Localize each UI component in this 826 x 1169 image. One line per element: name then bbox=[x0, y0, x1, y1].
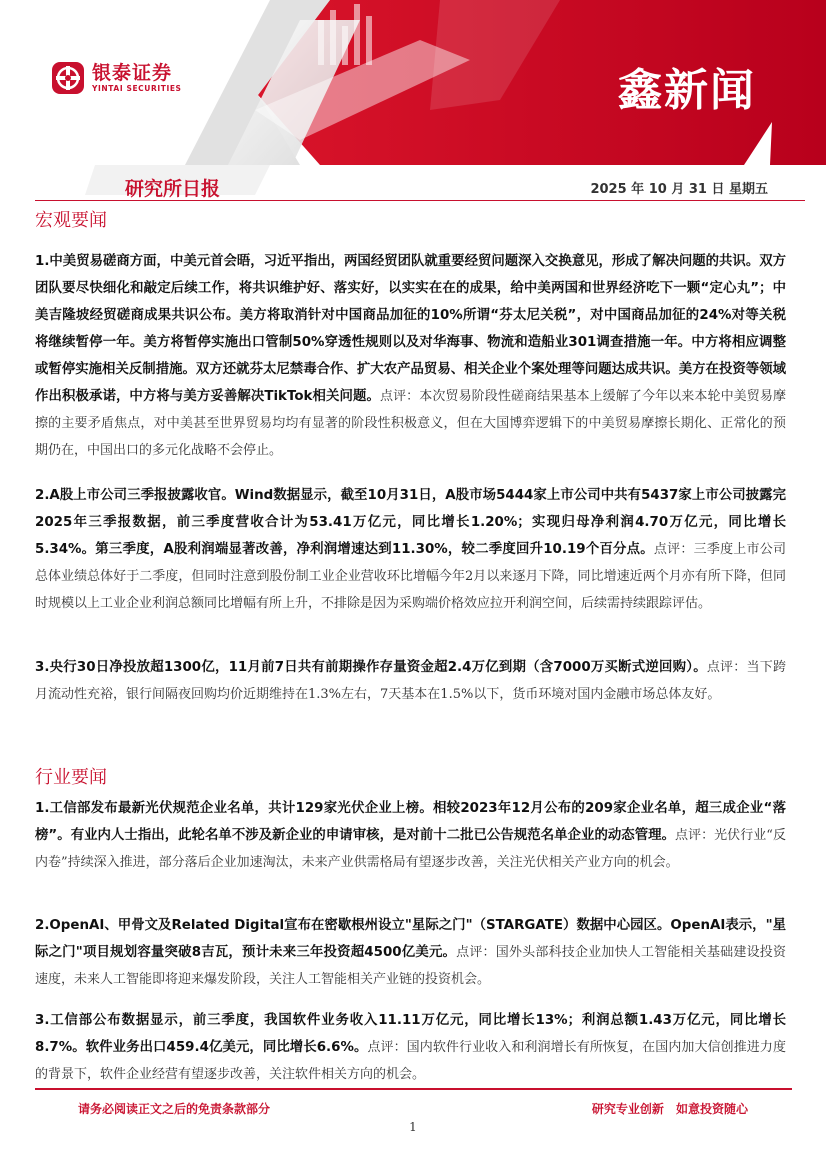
news-comment: 点评：三季度上市公司总体业绩总体好于二季度，但同时注意到股份制工业企业营收环比增幅今年2月以来逐月下降，同比增速近两个月亦有所下降，但同时规模以上工业企业利润总额同比增幅有所上升，不排除是因为采购端价格效应拉开利润空间，后续需持续跟踪评估。 bbox=[35, 542, 786, 611]
footer-slogan: 研究专业创新 如意投资随心 bbox=[591, 1102, 748, 1116]
brand-logo bbox=[50, 60, 182, 96]
news-comment: 点评：国外头部科技企业加快人工智能相关基础建设投资速度，未来人工智能即将迎来爆发阶段，关注人工智能相关产业链的投资机会。 bbox=[35, 945, 786, 987]
news-headline: 1.中美贸易磋商方面，中美元首会晤，习近平指出，两国经贸团队就重要经贸问题深入交换意见，形成了解决问题的共识。双方团队要尽快细化和敲定后续工作，将共识维护好、落实好，以实实在在的成果，给中美两国和世界经济吃下一颗“定心丸”；中美吉隆坡经贸磋商成果共识公布。美方将取消针对中国商品加征的10%所谓“芬太尼关税”，对中国商品加征的24%对等关税将继续暂停一年。美方将暂停实施出口管制50%穿透性规则以及对华海事、物流和造船业301调查措施一年。中方将相应调整或暂停实施相关反制措施。双方还就芬太尼禁毒合作、扩大农产品贸易、相关企业个案处理等问题达成共识。美方在投资等领域作出积极承诺，中方将与美方妥善解决TikTok相关问题。 bbox=[35, 254, 786, 404]
report-type: 研究所日报 bbox=[125, 178, 221, 200]
header-divider bbox=[35, 200, 805, 201]
newsletter-title: 鑫新闻 bbox=[618, 65, 756, 116]
news-comment: 点评：国内软件行业收入和利润增长有所恢复，在国内加大信创推进力度的背景下，软件企业经营有望逐步改善，关注软件相关方向的机会。 bbox=[35, 1040, 786, 1082]
report-header bbox=[0, 0, 826, 200]
news-item bbox=[35, 248, 786, 464]
news-headline: 3.工信部公布数据显示，前三季度，我国软件业务收入11.11万亿元，同比增长13%；利润总额1.43万亿元，同比增长8.7%。软件业务出口459.4亿美元，同比增长6.6%。 bbox=[35, 1013, 786, 1055]
news-comment: 点评：当下跨月流动性充裕，银行间隔夜回购均价近期维持在1.3%左右，7天基本在1.5%以下，货币环境对国内金融市场总体友好。 bbox=[35, 660, 786, 702]
footer-disclaimer: 请务必阅读正文之后的免责条款部分 bbox=[78, 1102, 271, 1116]
news-item bbox=[35, 654, 786, 708]
news-item bbox=[35, 482, 786, 617]
logo-english-name: YINTAI SECURITIES bbox=[92, 83, 182, 93]
logo-chinese-name: 银泰证券 bbox=[92, 61, 173, 84]
yintai-logo-icon bbox=[50, 60, 86, 96]
news-item bbox=[35, 912, 786, 993]
news-comment: 点评：光伏行业“反内卷”持续深入推进，部分落后企业加速淘汰，未来产业供需格局有望逐步改善，关注光伏相关产业方向的机会。 bbox=[35, 828, 786, 870]
news-headline: 3.央行30日净投放超1300亿，11月前7日共有前期操作存量资金超2.4万亿到期（含7000万买断式逆回购）。 bbox=[35, 660, 707, 675]
news-headline: 2.A股上市公司三季报披露收官。Wind数据显示，截至10月31日，A股市场5444家上市公司中共有5437家上市公司披露完2025年三季报数据，前三季度营收合计为53.41万亿元，同比增长1.20%；实现归母净利润4.70万亿元，同比增长5.34%。第三季度，A股利润端显著改善，净利润增速达到11.30%，较二季度回升10.19个百分点。 bbox=[35, 488, 786, 557]
section-title-industry: 行业要闻 bbox=[35, 767, 107, 788]
report-date: 2025 年 10 月 31 日 星期五 bbox=[590, 182, 768, 197]
news-item bbox=[35, 795, 786, 876]
footer-divider bbox=[35, 1088, 792, 1090]
section-title-macro: 宏观要闻 bbox=[35, 210, 107, 231]
page-number: 1 bbox=[409, 1120, 417, 1134]
news-comment: 点评：本次贸易阶段性磋商结果基本上缓解了今年以来本轮中美贸易摩擦的主要矛盾焦点，对中美甚至世界贸易均均有显著的阶段性积极意义，但在大国博弈逻辑下的中美贸易摩擦长期化、正常化的预期仍在，中国出口的多元化战略不会停止。 bbox=[35, 389, 786, 458]
news-headline: 2.OpenAI、甲骨文及Related Digital宣布在密歇根州设立"星际之门"（STARGATE）数据中心园区。OpenAI表示，"星际之门"项目规划容量突破8吉瓦，预计未来三年投资超4500亿美元。 bbox=[35, 918, 786, 960]
news-headline: 1.工信部发布最新光伏规范企业名单，共计129家光伏企业上榜。相较2023年12月公布的209家企业名单，超三成企业“落榜”。有业内人士指出，此轮名单不涉及新企业的申请审核，是对前十二批已公告规范名单企业的动态管理。 bbox=[35, 801, 786, 843]
news-item bbox=[35, 1007, 786, 1088]
